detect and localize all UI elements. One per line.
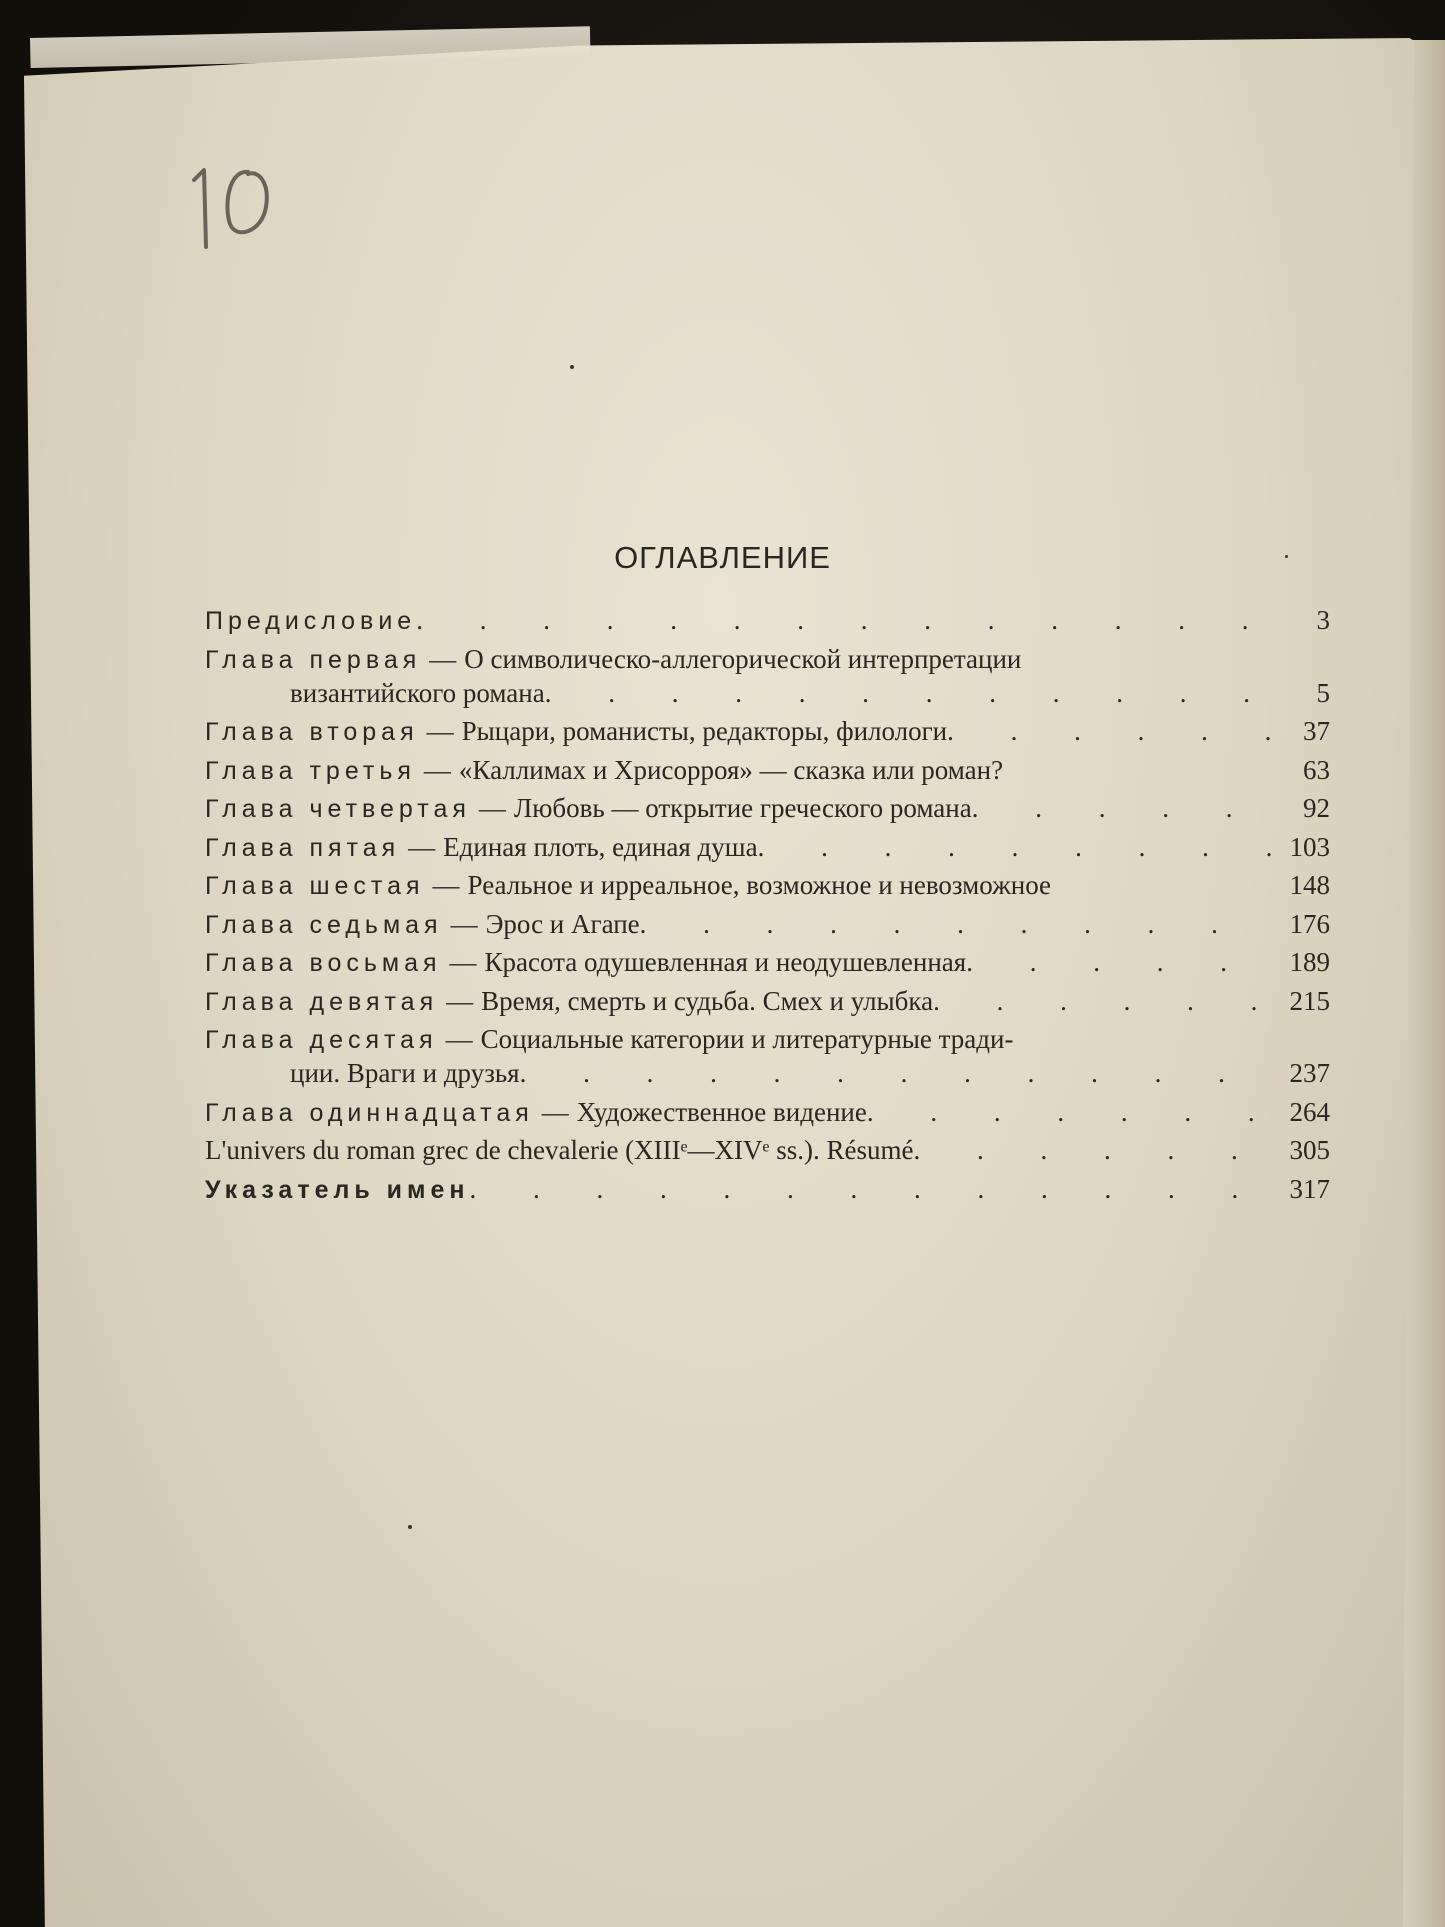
entry-label: Глава десятая bbox=[205, 1026, 438, 1054]
toc-entry-chapter-1-continued[interactable] bbox=[205, 678, 1330, 717]
entry-label: Глава девятая bbox=[205, 987, 439, 1016]
entry-title: Эрос и Агапе bbox=[485, 908, 640, 939]
entry-page-number: 5 bbox=[1316, 677, 1330, 708]
dot-leader bbox=[758, 832, 1272, 863]
toc-entry-resume[interactable] bbox=[205, 1135, 1330, 1174]
entry-label: Глава пятая bbox=[205, 833, 401, 862]
toc-entry-chapter-7[interactable] bbox=[205, 909, 1330, 948]
entry-title: ции. Враги и друзья bbox=[290, 1058, 520, 1088]
dot-leader bbox=[545, 678, 1272, 709]
entry-page-number: 103 bbox=[1289, 831, 1330, 862]
dot-leader bbox=[640, 909, 1272, 940]
entry-label: Глава шестая bbox=[205, 872, 425, 900]
table-of-contents bbox=[205, 605, 1330, 1212]
toc-entry-chapter-1[interactable] bbox=[205, 644, 1330, 678]
entry-page-number: 215 bbox=[1289, 985, 1330, 1016]
entry-dash: — bbox=[426, 716, 454, 746]
entry-title: Единая плоть, единая душа bbox=[443, 831, 758, 862]
entry-title: О символическо-аллегорической интерпретации bbox=[464, 643, 1022, 674]
entry-title: L'univers du roman grec de chevalerie (XIIIᵉ—XIVᵉ ss.). Résumé bbox=[205, 1135, 914, 1165]
toc-entry-chapter-2[interactable] bbox=[205, 716, 1330, 755]
dot-leader bbox=[947, 716, 1272, 747]
entry-title: византийского романа bbox=[290, 677, 545, 708]
toc-entry-chapter-9[interactable] bbox=[205, 986, 1330, 1025]
entry-dash: — bbox=[429, 643, 457, 674]
entry-label: Глава восьмая bbox=[205, 949, 442, 977]
dot-leader bbox=[913, 1135, 1272, 1166]
toc-entry-chapter-5[interactable] bbox=[205, 832, 1330, 871]
entry-page-number: 3 bbox=[1316, 605, 1330, 635]
dot-leader bbox=[520, 1058, 1272, 1089]
entry-title: «Каллимах и Хрисорроя» — сказка или роман? bbox=[458, 754, 1004, 785]
entry-page-number: 305 bbox=[1289, 1135, 1330, 1165]
entry-label: Глава вторая bbox=[205, 718, 419, 746]
entry-label: Предисловие bbox=[205, 607, 417, 635]
dot-leader bbox=[933, 986, 1272, 1017]
entry-page-number: 176 bbox=[1289, 908, 1330, 939]
entry-label: Указатель имен bbox=[205, 1175, 470, 1204]
paper-speck bbox=[570, 365, 574, 369]
dot-leader bbox=[867, 1097, 1272, 1128]
entry-dash: — bbox=[408, 831, 436, 862]
entry-title: Рыцари, романисты, редакторы, филологи bbox=[461, 716, 948, 746]
entry-page-number: 37 bbox=[1303, 716, 1330, 746]
toc-heading: ОГЛАВЛЕНИЕ bbox=[614, 540, 831, 575]
entry-dash: — bbox=[423, 754, 451, 785]
dot-leader bbox=[470, 1174, 1272, 1205]
toc-entry-preface[interactable] bbox=[205, 605, 1330, 644]
toc-entry-chapter-3[interactable] bbox=[205, 755, 1330, 794]
entry-label: Глава седьмая bbox=[205, 910, 443, 939]
entry-dash: — bbox=[450, 908, 478, 939]
toc-entry-chapter-8[interactable] bbox=[205, 947, 1330, 986]
entry-page-number: 92 bbox=[1303, 793, 1330, 823]
toc-entry-chapter-10[interactable] bbox=[205, 1024, 1330, 1058]
entry-title: Художественное видение bbox=[576, 1096, 867, 1127]
entry-title: Время, смерть и судьба. Смех и улыбка bbox=[481, 985, 934, 1016]
dot-leader bbox=[972, 793, 1272, 824]
entry-page-number: 148 bbox=[1289, 870, 1330, 900]
entry-page-number: 189 bbox=[1289, 947, 1330, 977]
entry-dash: — bbox=[446, 985, 474, 1016]
dot-leader bbox=[966, 947, 1272, 978]
toc-entry-chapter-11[interactable] bbox=[205, 1097, 1330, 1136]
entry-title: Реальное и ирреальное, возможное и невозможное bbox=[467, 870, 1052, 900]
handwritten-page-number bbox=[188, 152, 278, 262]
entry-dash: — bbox=[449, 947, 477, 977]
entry-label: Глава четвертая bbox=[205, 795, 471, 823]
entry-page-number: 317 bbox=[1289, 1173, 1330, 1204]
entry-dash: — bbox=[432, 870, 460, 900]
entry-dash: — bbox=[541, 1096, 569, 1127]
entry-page-number: 63 bbox=[1303, 754, 1330, 785]
toc-entry-index[interactable] bbox=[205, 1174, 1330, 1213]
entry-page-number: 264 bbox=[1289, 1096, 1330, 1127]
toc-entry-chapter-4[interactable] bbox=[205, 793, 1330, 832]
entry-label: Глава одиннадцатая bbox=[205, 1098, 534, 1127]
entry-label: Глава третья bbox=[205, 756, 416, 785]
entry-title: Любовь — открытие греческого романа bbox=[513, 793, 972, 823]
entry-title: Красота одушевленная и неодушевленная bbox=[484, 947, 967, 977]
toc-entry-chapter-6[interactable] bbox=[205, 870, 1330, 909]
entry-dash: — bbox=[478, 793, 506, 823]
paper-speck bbox=[408, 1525, 412, 1529]
entry-title: Социальные категории и литературные тради- bbox=[480, 1024, 1014, 1054]
entry-dash: — bbox=[445, 1024, 473, 1054]
toc-entry-chapter-10-continued[interactable] bbox=[205, 1058, 1330, 1097]
dot-leader bbox=[416, 605, 1272, 636]
entry-page-number: 237 bbox=[1289, 1058, 1330, 1088]
entry-label: Глава первая bbox=[205, 645, 422, 674]
